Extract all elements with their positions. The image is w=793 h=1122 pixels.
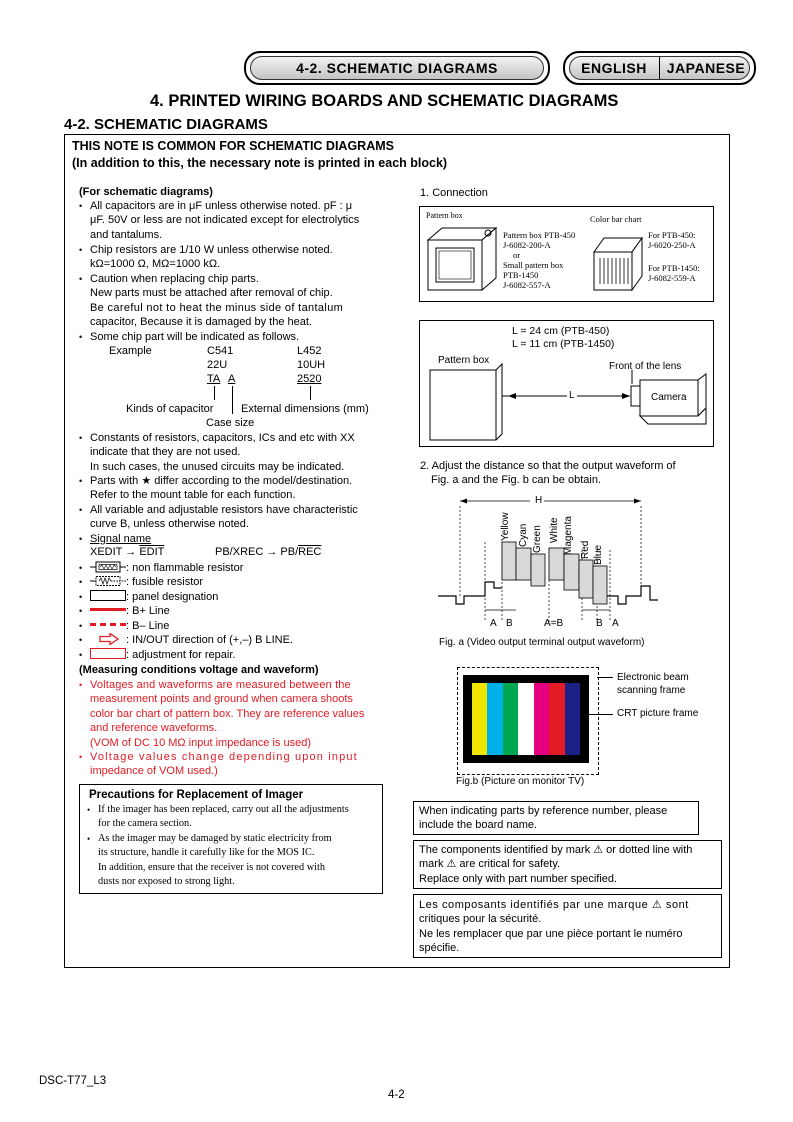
dist-pattern-box-label: Pattern box	[438, 355, 490, 366]
timing-B: B	[506, 618, 513, 629]
color-bar-7	[565, 683, 580, 755]
example-leader-2	[232, 386, 233, 414]
waveform-H: H	[535, 495, 543, 506]
timing-AeqB: A=B	[544, 618, 564, 629]
example-label: Example	[109, 345, 152, 357]
pattern-box-drawing	[422, 218, 502, 298]
panel-designation-icon	[90, 590, 126, 601]
note-signal-name: • Signal name	[90, 532, 151, 546]
note-star-parts: • Parts with ★ differ according to the model/destination. Refer to the mount table for each function.	[90, 474, 352, 503]
example-leader-1	[214, 386, 215, 400]
example-10uh: 10UH	[297, 359, 326, 371]
note-heading-2: (In addition to this, the necessary note is printed in each block)	[72, 156, 448, 170]
color-bar-chart-drawing	[590, 232, 648, 292]
example-leader-3	[310, 386, 311, 400]
color-bars	[472, 683, 580, 755]
front-of-lens-label: Front of the lens	[609, 361, 682, 372]
measure-note-2: • Voltage values change depending upon input impedance of VOM used.)	[90, 750, 358, 779]
page-title: 4. PRINTED WIRING BOARDS AND SCHEMATIC DIAGRAMS	[150, 92, 619, 110]
fusible-resistor-icon	[90, 575, 126, 587]
precaution-1: • If the imager has been replaced, carry out all the adjustments for the camera section.	[98, 803, 349, 832]
for-ptb450: For PTB-450: J-6020-250-A	[648, 230, 696, 250]
fig-b-caption: Fig.b (Picture on monitor TV)	[456, 776, 585, 787]
conn-ptb450-info: Pattern box PTB-450 J-6082-200-A or Small pattern box PTB-1450 J-6082-557-A	[503, 230, 576, 290]
crt-label: CRT picture frame	[617, 708, 699, 719]
b-minus-line-icon	[90, 623, 126, 626]
color-bar-4	[518, 683, 533, 755]
color-bar-3	[503, 683, 518, 755]
legend-nonflammable: • : non flammable resistor	[90, 561, 243, 575]
b-plus-line-icon	[90, 608, 126, 611]
example-22u: 22U	[207, 359, 228, 371]
case-size: Case size	[206, 417, 255, 429]
example-c541: C541	[207, 345, 234, 357]
nonflammable-resistor-icon	[90, 561, 126, 573]
note-chip-parts: • Some chip part will be indicated as follows.	[90, 330, 299, 344]
measure-heading: (Measuring conditions voltage and waveform)	[79, 664, 319, 676]
section-tab[interactable]	[244, 51, 550, 85]
connection-heading: 1. Connection	[420, 187, 488, 199]
waveform-diagram	[438, 492, 658, 632]
color-bar-6	[549, 683, 564, 755]
bar-label-yellow: Yellow	[500, 512, 511, 541]
note-heading-1: THIS NOTE IS COMMON FOR SCHEMATIC DIAGRAMS	[72, 139, 394, 153]
color-bar-2	[487, 683, 502, 755]
adjustment-icon	[90, 648, 126, 659]
english-tab[interactable]: ENGLISH	[581, 60, 647, 76]
language-tabs	[563, 51, 756, 85]
conn-pattern-box-label: Pattern box	[426, 211, 463, 220]
signal-example: XEDIT → EDIT	[90, 546, 165, 558]
signal-example-2: PB/XREC → $PB/\overline{REC}$	[215, 546, 322, 558]
external-dimensions: External dimensions (mm)	[241, 403, 369, 415]
example-ta: TA	[207, 373, 221, 385]
timing-A2: A	[612, 618, 619, 629]
bar-label-cyan: Cyan	[518, 523, 529, 547]
page-number: 4-2	[388, 1089, 405, 1101]
example-a: A	[228, 373, 236, 385]
bar-label-white: White	[549, 517, 560, 543]
beam-leader	[597, 677, 613, 678]
note-chip-caution: • Caution when replacing chip parts. New parts must be attached after removal of chip. Be careful not to heat the minus side of tantalum capacitor, Because it is damaged by the heat.	[90, 272, 343, 330]
section-subtitle: 4-2. SCHEMATIC DIAGRAMS	[64, 116, 268, 133]
legend-panel: • : panel designation	[90, 590, 218, 604]
inout-arrow-icon	[90, 633, 126, 645]
color-bar-5	[534, 683, 549, 755]
bar-label-red: Red	[580, 540, 591, 559]
color-bar-1	[472, 683, 487, 755]
distance-L-label: L	[569, 390, 575, 401]
legend-adjustment: • : adjustment for repair.	[90, 648, 235, 662]
adjust-distance-note: 2. Adjust the distance so that the output waveform of Fig. a and the Fig. b can be obtain.	[420, 460, 676, 487]
legend-b-plus: • : B+ Line	[90, 604, 170, 618]
timing-B2: B	[596, 618, 603, 629]
section-tab-label: 4-2. SCHEMATIC DIAGRAMS	[296, 60, 498, 76]
legend-fusible: • : fusible resistor	[90, 575, 203, 589]
distance-ptb1450: L = 11 cm (PTB-1450)	[512, 338, 615, 350]
timing-A: A	[490, 618, 497, 629]
distance-ptb450: L = 24 cm (PTB-450)	[512, 325, 610, 337]
fig-a-caption: Fig. a (Video output terminal output waveform)	[439, 637, 645, 648]
precaution-2: • As the imager may be damaged by static electricity from its structure, handle it carefully like for the MOS IC. In addition, ensure that the receiver is not covered with dusts nor exposed to strong light.	[98, 832, 332, 890]
legend-inout: • : IN/OUT direction of (+,–) B LINE.	[90, 633, 293, 647]
note-variable-resistors: • All variable and adjustable resistors have characteristic curve B, unless otherwise noted.	[90, 503, 358, 532]
legend-b-minus: • : B– Line	[90, 619, 169, 633]
color-bar-chart-label: Color bar chart	[590, 214, 642, 224]
kinds-of-capacitor: Kinds of capacitor	[126, 403, 214, 415]
example-2520: 2520	[297, 373, 322, 385]
camera-label: Camera	[651, 392, 687, 403]
note-constants: • Constants of resistors, capacitors, ICs and etc with XX indicate that they are not used. In such cases, the unused circuits may be indicated.	[90, 431, 355, 474]
crt-leader	[589, 714, 613, 715]
for-ptb1450: For PTB-1450: J-6082-559-A	[648, 263, 700, 283]
beam-label: Electronic beam scanning frame	[617, 672, 689, 696]
measure-note-1: • Voltages and waveforms are measured between the measurement points and ground when camera shoots color bar chart of pattern box. They are reference values and reference waveforms. (VOM of DC 10 MΩ input impedance is used)	[90, 678, 364, 750]
bar-label-magenta: Magenta	[563, 516, 574, 555]
note-resistors: • Chip resistors are 1/10 W unless otherwise noted. kΩ=1000 Ω, MΩ=1000 kΩ.	[90, 243, 333, 272]
example-l452: L452	[297, 345, 322, 357]
japanese-tab[interactable]: JAPANESE	[666, 60, 746, 76]
bar-label-green: Green	[532, 525, 543, 553]
bar-label-blue: Blue	[593, 544, 604, 565]
distance-drawing	[420, 362, 712, 444]
model-number: DSC-T77_L3	[39, 1075, 107, 1087]
note-capacitors: • All capacitors are in μF unless otherwise noted. pF : μ μF. 50V or less are not indicated except for electrolytics and tantalums.	[90, 199, 359, 242]
schematic-heading: (For schematic diagrams)	[79, 186, 213, 198]
precautions-title: Precautions for Replacement of Imager	[89, 789, 304, 801]
